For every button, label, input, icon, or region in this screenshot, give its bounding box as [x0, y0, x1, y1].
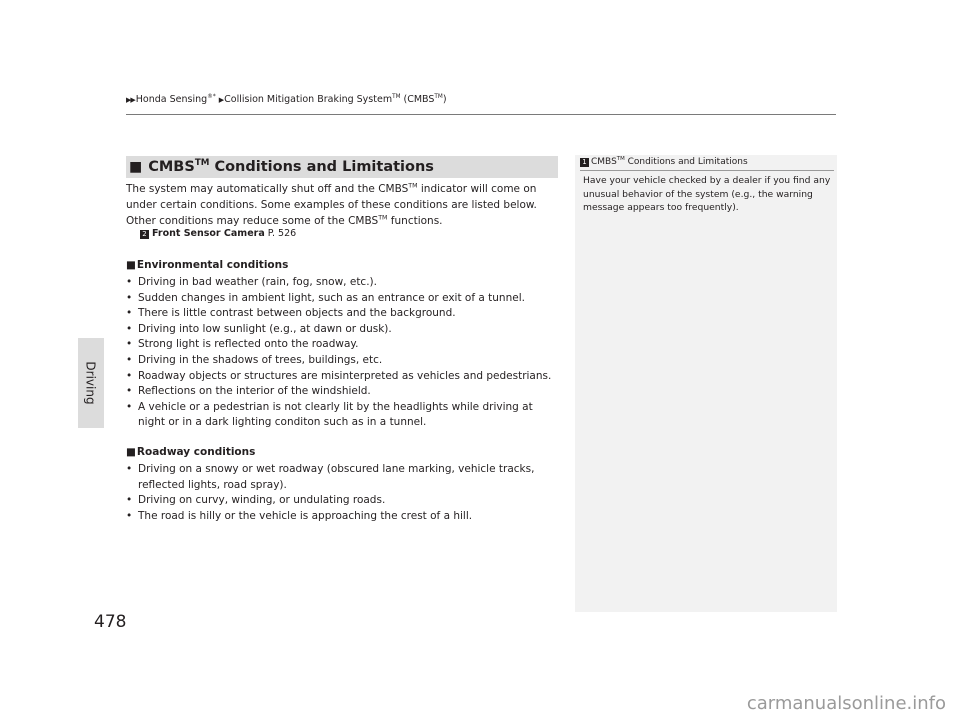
reference-title[interactable]: Front Sensor Camera: [152, 228, 265, 239]
side-title-pre: CMBS: [591, 157, 617, 167]
section-title-pre: CMBS: [148, 159, 195, 175]
environmental-list: [126, 275, 560, 431]
environmental-heading: [126, 259, 288, 271]
intro-text-1: The system may automatically shut off and the CMBS: [126, 183, 409, 195]
breadcrumb-abbrev: (CMBS: [400, 94, 435, 105]
reference-page: P. 526: [264, 228, 297, 239]
side-note-body: Have your vehicle checked by a dealer if you find any unusual behavior of the system (e.g., the warning message appears too frequently).: [583, 175, 831, 213]
list-item: • Roadway objects or structures are misinterpreted as vehicles and pedestrians.: [126, 369, 560, 385]
trademark-mark: TM: [434, 93, 443, 100]
side-title-post: Conditions and Limitations: [624, 157, 748, 167]
page-number: 478: [94, 612, 127, 632]
side-note-title: [580, 157, 748, 167]
chapter-tab-label[interactable]: [78, 338, 104, 428]
trademark-mark: TM: [378, 214, 388, 222]
breadcrumb: [126, 94, 447, 105]
note-icon: 1: [580, 158, 589, 167]
trademark-mark: TM: [392, 93, 401, 100]
list-item: • Driving into low sunlight (e.g., at dawn or dusk).: [126, 322, 560, 338]
cross-reference-link[interactable]: [140, 228, 296, 239]
square-bullet-icon: ■: [126, 259, 136, 271]
list-item: • Strong light is reflected onto the roadway.: [126, 337, 560, 353]
intro-paragraph: [126, 181, 558, 229]
square-bullet-icon: ■: [129, 159, 143, 175]
side-note-panel: [575, 155, 837, 612]
section-heading: [126, 156, 558, 178]
square-bullet-icon: ■: [126, 446, 136, 458]
chapter-label-text: Driving: [84, 361, 99, 405]
list-item: • Driving in bad weather (rain, fog, snow, etc.).: [126, 275, 560, 291]
breadcrumb-part-honda-sensing[interactable]: Honda Sensing: [135, 94, 208, 105]
double-arrow-icon: ▶▶: [126, 96, 135, 104]
list-item: • Reflections on the interior of the windshield.: [126, 384, 560, 400]
list-item: • Driving in the shadows of trees, buildings, etc.: [126, 353, 560, 369]
reference-arrow-icon: 2: [140, 230, 149, 239]
list-item: • Sudden changes in ambient light, such as an entrance or exit of a tunnel.: [126, 291, 560, 307]
side-note-divider: [580, 170, 834, 171]
list-item: • Driving on curvy, winding, or undulating roads.: [126, 493, 560, 509]
breadcrumb-part-cmbs[interactable]: Collision Mitigation Braking System: [224, 94, 393, 105]
roadway-list: [126, 462, 560, 524]
list-item: • The road is hilly or the vehicle is approaching the crest of a hill.: [126, 509, 560, 525]
trademark-mark: TM: [616, 156, 625, 162]
intro-text-2: indicator will come on under certain conditions. Some examples of these conditions are listed below. Other conditions may reduce some of the CMBS: [126, 183, 537, 227]
roadway-heading: [126, 446, 255, 458]
trademark-mark: TM: [408, 182, 418, 190]
list-item: • A vehicle or a pedestrian is not clearly lit by the headlights while driving at night or in a dark lighting conditon such as in a tunnel.: [126, 400, 560, 431]
trademark-mark: TM: [194, 158, 210, 169]
list-item: • Driving on a snowy or wet roadway (obscured lane marking, vehicle tracks, reflected lights, road spray).: [126, 462, 560, 493]
environmental-title: Environmental conditions: [136, 259, 289, 271]
list-item: • There is little contrast between objects and the background.: [126, 306, 560, 322]
intro-text-3: functions.: [387, 215, 443, 227]
section-title: [148, 159, 434, 175]
section-title-post: Conditions and Limitations: [209, 159, 434, 175]
watermark: carmanualsonline.info: [746, 693, 946, 714]
registered-mark: ®*: [207, 93, 216, 100]
arrow-icon: ▶: [218, 96, 224, 104]
breadcrumb-abbrev-close: ): [442, 94, 447, 105]
header-divider: [126, 114, 836, 115]
roadway-title: Roadway conditions: [136, 446, 256, 458]
